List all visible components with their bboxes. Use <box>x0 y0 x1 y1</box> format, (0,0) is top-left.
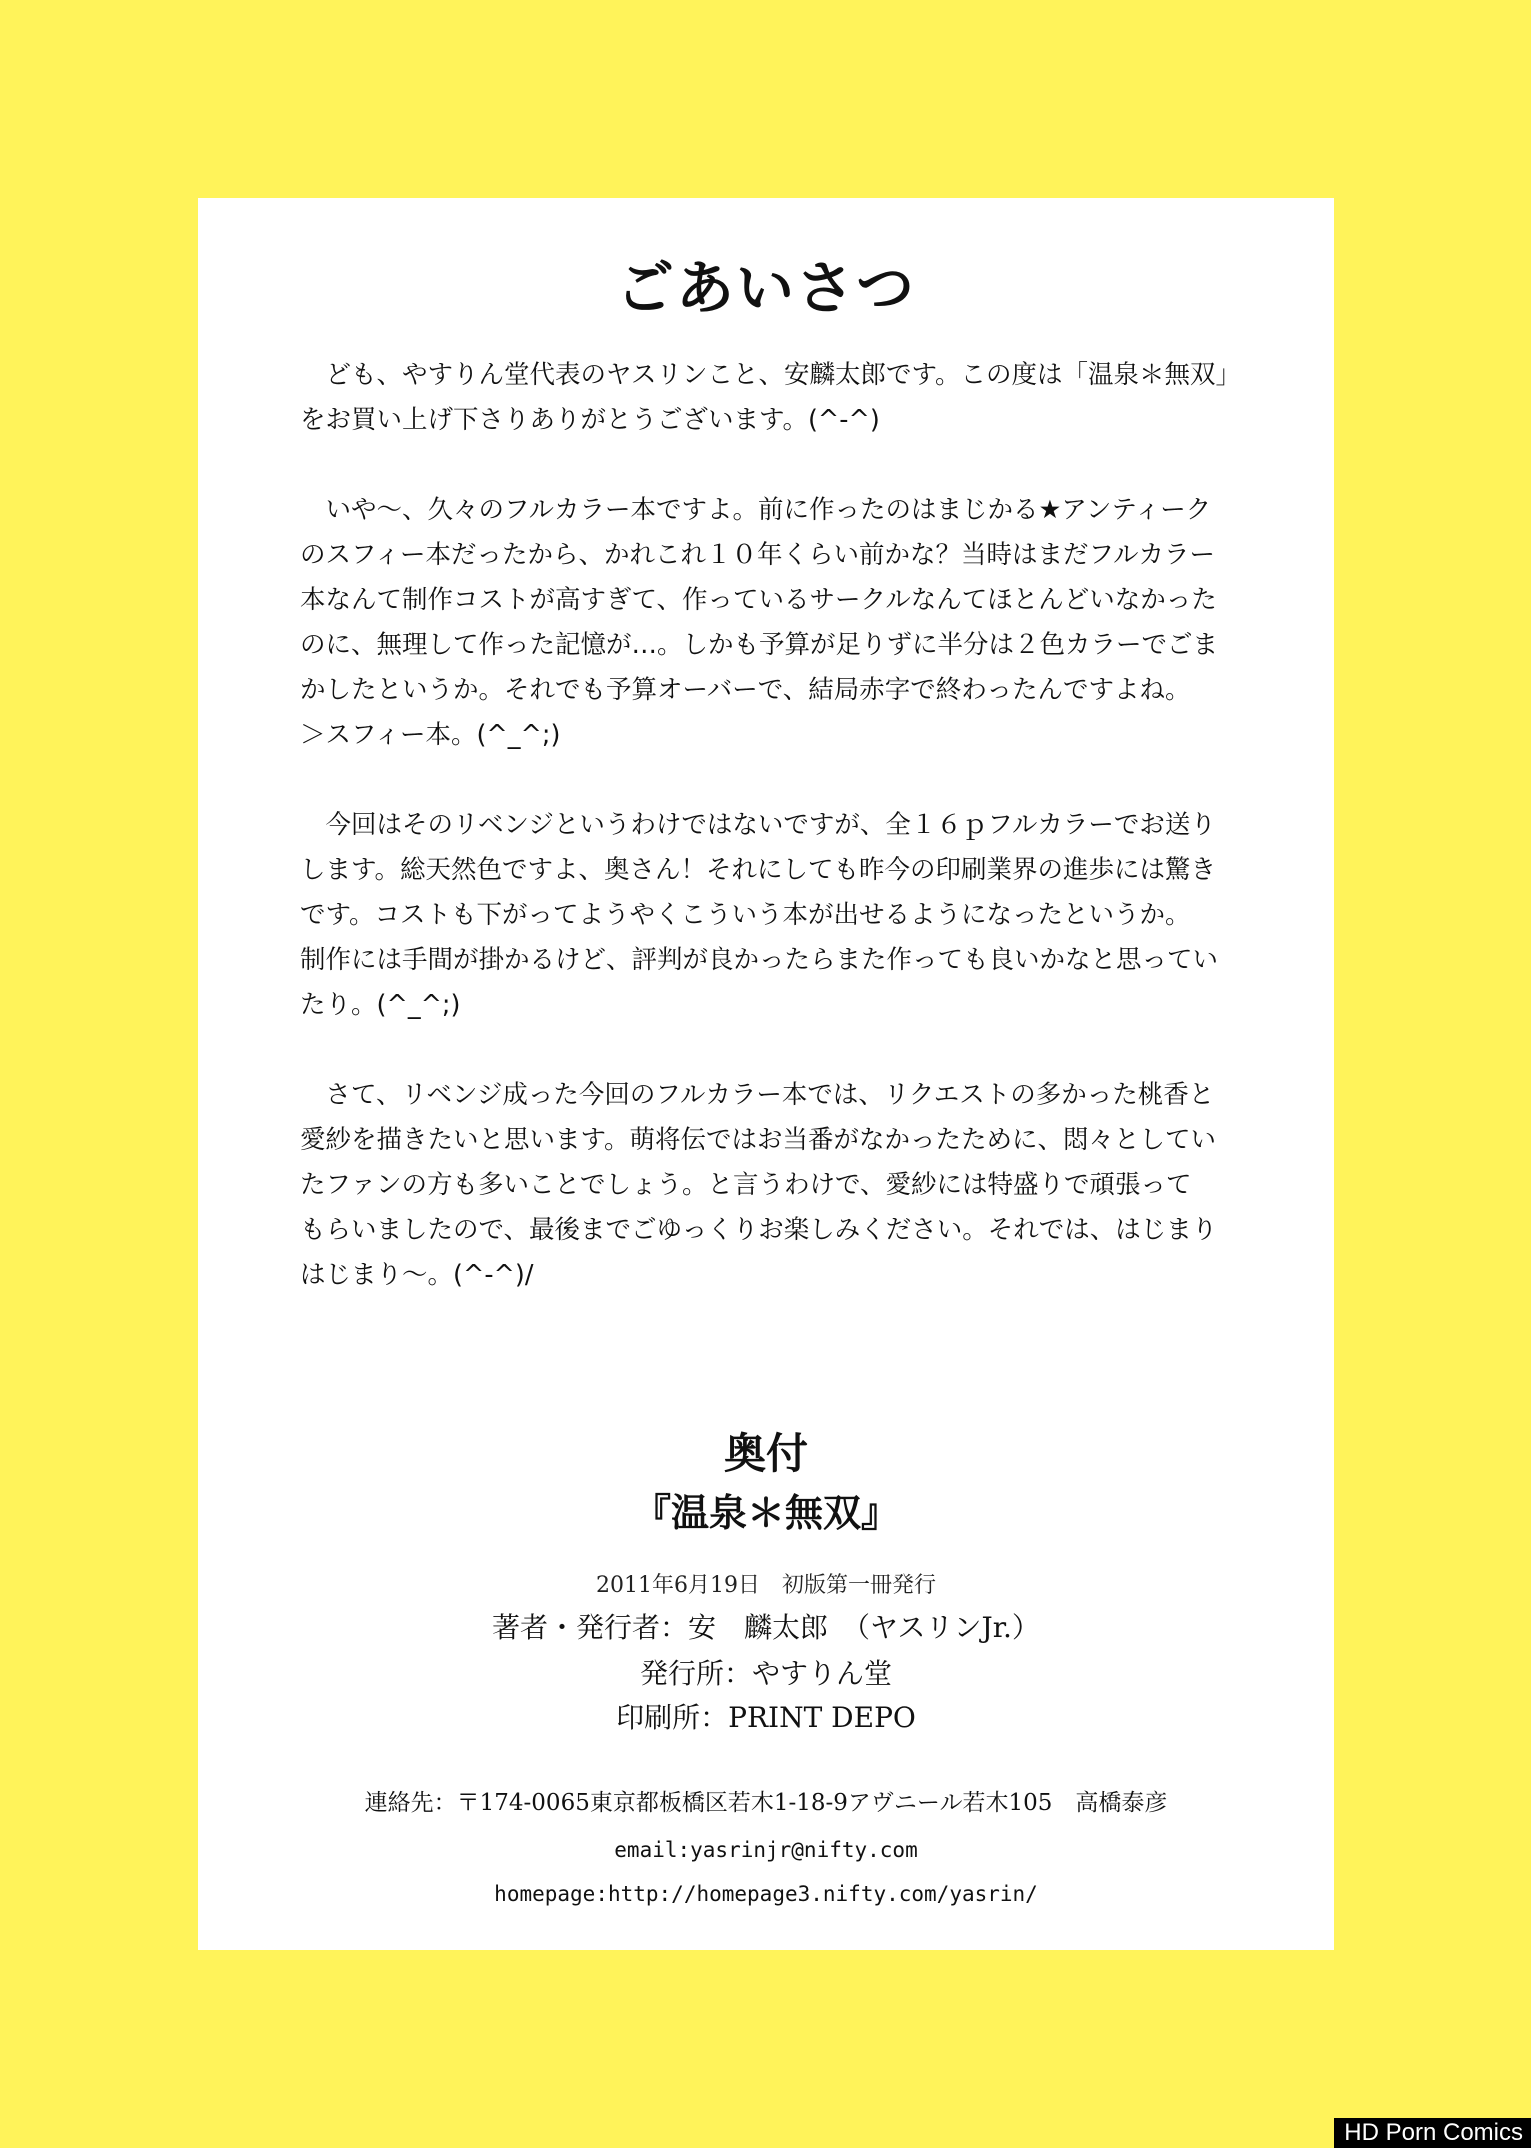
text-line: します。総天然色ですよ、奥さん！それにしても昨今の印刷業界の進歩には驚き <box>300 855 1216 885</box>
homepage-text: homepage:http://homepage3.nifty.com/yasrin/ <box>494 1882 1038 1906</box>
text-line: いや～、久々のフルカラー本ですよ。前に作ったのはまじかる★アンティーク <box>300 495 1212 525</box>
text-line: ども、やすりん堂代表のヤスリンこと、安麟太郎です。この度は「温泉＊無双」 <box>300 360 1241 390</box>
publication-date: 2011年6月19日 初版第一冊発行 <box>596 1573 936 1598</box>
text-line: のスフィー本だったから、かれこれ１０年くらい前かな？当時はまだフルカラー <box>300 540 1215 570</box>
greeting-paragraph-4 <box>300 1073 1220 1298</box>
author-line: 著者・発行者：安 麟太郎 （ヤスリンJr.） <box>492 1611 1040 1644</box>
email-text: email:yasrinjr@nifty.com <box>614 1838 918 1862</box>
greeting-paragraph-2 <box>300 488 1220 758</box>
book-title: 『温泉＊無双』 <box>632 1490 899 1535</box>
printer-line: 印刷所：PRINT DEPO <box>616 1701 916 1734</box>
contact-address: 連絡先：〒174-0065東京都板橋区若木1-18-9アヴニール若木105 高橋泰彦 <box>364 1790 1168 1816</box>
text-line: さて、リベンジ成った今回のフルカラー本では、リクエストの多かった桃香と <box>300 1080 1215 1110</box>
text-line: 本なんて制作コストが高すぎて、作っているサークルなんてほとんどいなかった <box>300 585 1217 615</box>
text-line: ＞スフィー本。(^_^;) <box>300 720 561 750</box>
content-panel <box>198 198 1334 1950</box>
greeting-title: ごあいさつ <box>615 254 916 322</box>
greeting-paragraph-1 <box>300 353 1241 443</box>
colophon-heading: 奥付 <box>723 1429 808 1478</box>
text-line: たり。(^_^;) <box>300 990 461 1020</box>
text-line: 制作には手間が掛かるけど、評判が良かったらまた作っても良いかなと思ってい <box>300 945 1219 975</box>
greeting-paragraph-3 <box>300 803 1220 1028</box>
text-line: もらいましたので、最後までごゆっくりお楽しみください。それでは、はじまり <box>300 1215 1218 1245</box>
text-line: のに、無理して作った記憶が…。しかも予算が足りずに半分は２色カラーでごま <box>300 630 1219 660</box>
publisher-line: 発行所：やすりん堂 <box>639 1657 892 1690</box>
text-line: たファンの方も多いことでしょう。と言うわけで、愛紗には特盛りで頑張って <box>300 1170 1192 1200</box>
watermark-label: HD Porn Comics <box>1334 2118 1531 2148</box>
text-line: をお買い上げ下さりありがとうございます。(^-^) <box>300 405 880 435</box>
greeting-body <box>300 353 1241 1343</box>
text-line: 今回はそのリベンジというわけではないですが、全１６ｐフルカラーでお送り <box>300 810 1216 840</box>
text-line: かしたというか。それでも予算オーバーで、結局赤字で終わったんですよね。 <box>300 675 1191 705</box>
text-line: 愛紗を描きたいと思います。萌将伝ではお当番がなかったために、悶々としてい <box>300 1125 1216 1155</box>
text-line: はじまり～。(^-^)/ <box>300 1260 534 1290</box>
text-line: です。コストも下がってようやくこういう本が出せるようになったというか。 <box>300 900 1191 930</box>
